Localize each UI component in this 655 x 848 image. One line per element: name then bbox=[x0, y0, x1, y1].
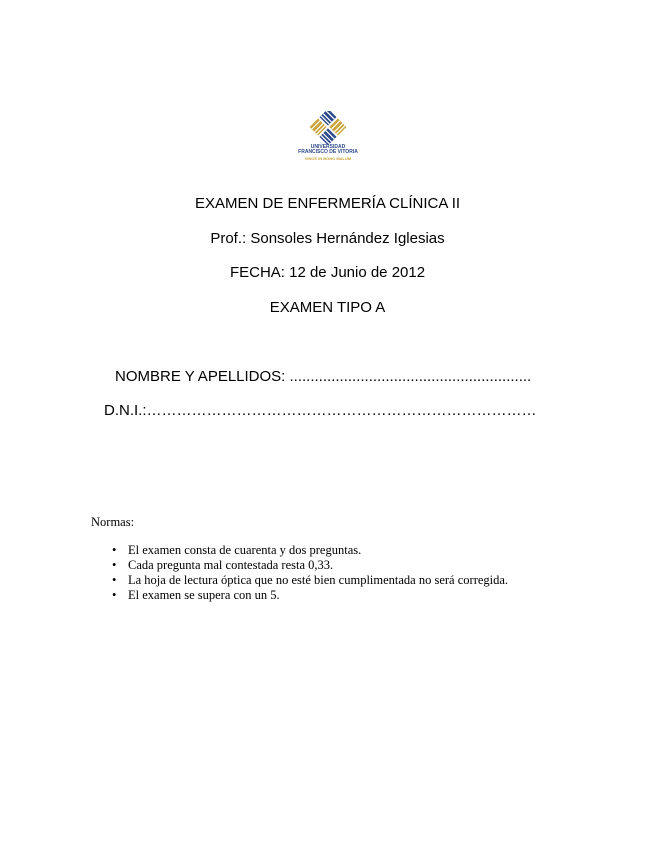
rules-list bbox=[95, 543, 508, 603]
logo-emblem-icon bbox=[293, 111, 363, 145]
exam-type: EXAMEN TIPO A bbox=[269, 299, 386, 316]
logo-motto: VINCE IN BONO MALUM bbox=[304, 156, 352, 161]
rules-heading: Normas: bbox=[91, 515, 135, 529]
name-field: NOMBRE Y APELLIDOS: .......................................................... bbox=[115, 368, 532, 385]
exam-date: FECHA: 12 de Junio de 2012 bbox=[229, 264, 426, 281]
dni-field: D.N.I.:…………………………………………………………………… bbox=[104, 402, 537, 419]
university-logo bbox=[293, 111, 363, 163]
logo-name-line2: FRANCISCO DE VITORIA bbox=[298, 149, 358, 155]
rule-item: • El examen se supera con un 5. bbox=[95, 588, 508, 603]
rule-item: • El examen consta de cuarenta y dos preguntas. bbox=[95, 543, 508, 558]
exam-title: EXAMEN DE ENFERMERÍA CLÍNICA II bbox=[194, 195, 461, 212]
rule-item: • La hoja de lectura óptica que no esté bien cumplimentada no será corregida. bbox=[95, 573, 508, 588]
professor: Prof.: Sonsoles Hernández Iglesias bbox=[210, 230, 445, 247]
rule-item: • Cada pregunta mal contestada resta 0,33. bbox=[95, 558, 508, 573]
logo-name-line1: UNIVERSIDAD bbox=[310, 144, 346, 150]
